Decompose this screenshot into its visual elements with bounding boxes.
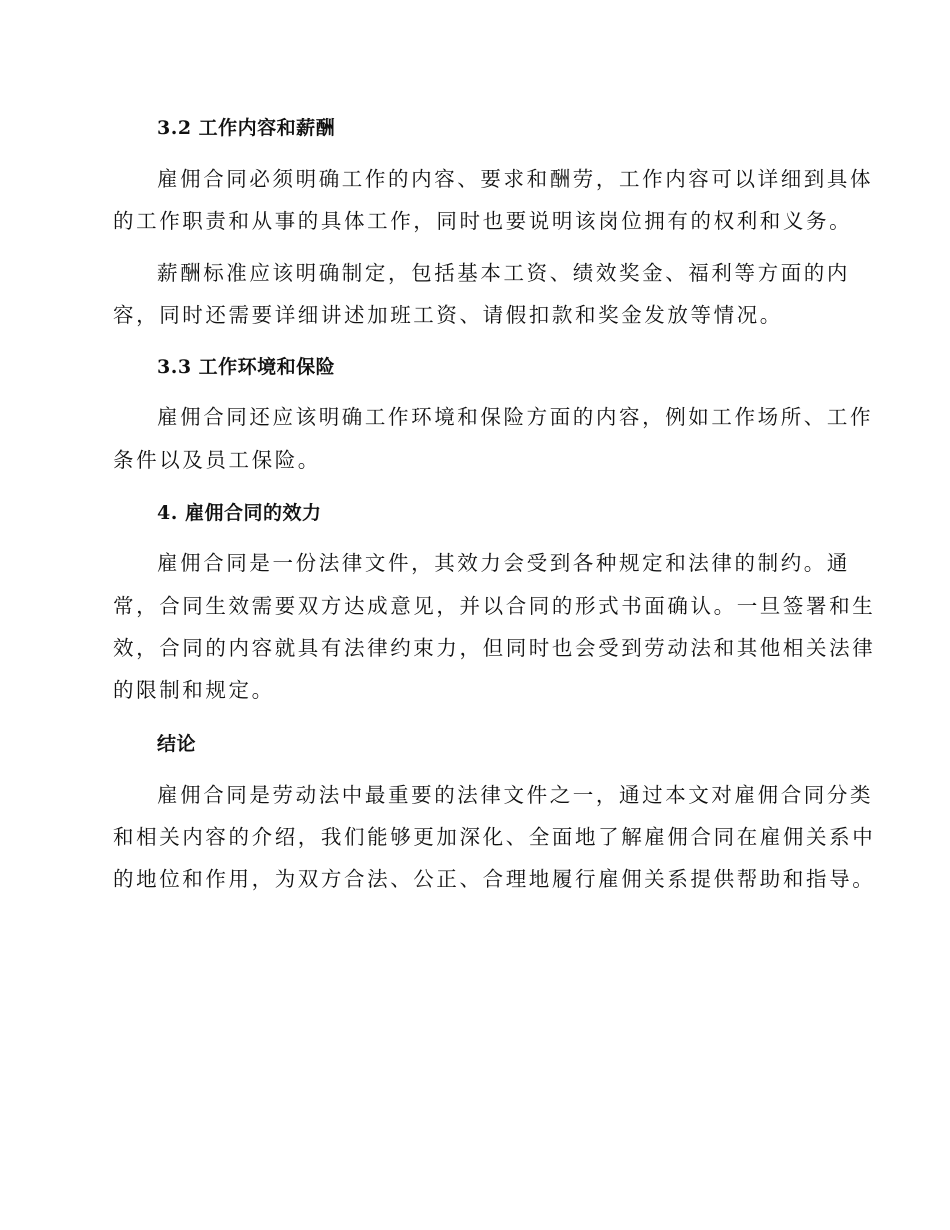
section-heading: 4. 雇佣合同的效力 — [157, 502, 322, 524]
paragraph-line: 的工作职责和从事的具体工作，同时也要说明该岗位拥有的权利和义务。 — [113, 209, 853, 233]
paragraph-line: 薪酬标准应该明确制定，包括基本工资、绩效奖金、福利等方面的内 — [157, 261, 850, 285]
section-heading: 3.2 工作内容和薪酬 — [157, 117, 336, 139]
section-heading: 3.3 工作环境和保险 — [157, 356, 336, 378]
paragraph-line: 容，同时还需要详细讲述加班工资、请假扣款和奖金发放等情况。 — [113, 303, 783, 327]
paragraph-line: 条件以及员工保险。 — [113, 448, 321, 472]
paragraph-line: 效，合同的内容就具有法律约束力，但同时也会受到劳动法和其他相关法律 — [113, 636, 876, 660]
paragraph-line: 雇佣合同还应该明确工作环境和保险方面的内容，例如工作场所、工作 — [157, 405, 874, 429]
paragraph-line: 雇佣合同是劳动法中最重要的法律文件之一，通过本文对雇佣合同分类 — [157, 783, 874, 807]
section-heading: 结论 — [157, 733, 197, 755]
paragraph-line: 常，合同生效需要双方达成意见，并以合同的形式书面确认。一旦签署和生 — [113, 594, 876, 618]
paragraph-line: 雇佣合同是一份法律文件，其效力会受到各种规定和法律的制约。通 — [157, 551, 850, 575]
paragraph-line: 的地位和作用，为双方合法、公正、合理地履行雇佣关系提供帮助和指导。 — [113, 867, 876, 891]
paragraph-line: 和相关内容的介绍，我们能够更加深化、全面地了解雇佣合同在雇佣关系中 — [113, 825, 876, 849]
paragraph-line: 的限制和规定。 — [113, 678, 275, 702]
paragraph-line: 雇佣合同必须明确工作的内容、要求和酬劳，工作内容可以详细到具体 — [157, 167, 874, 191]
